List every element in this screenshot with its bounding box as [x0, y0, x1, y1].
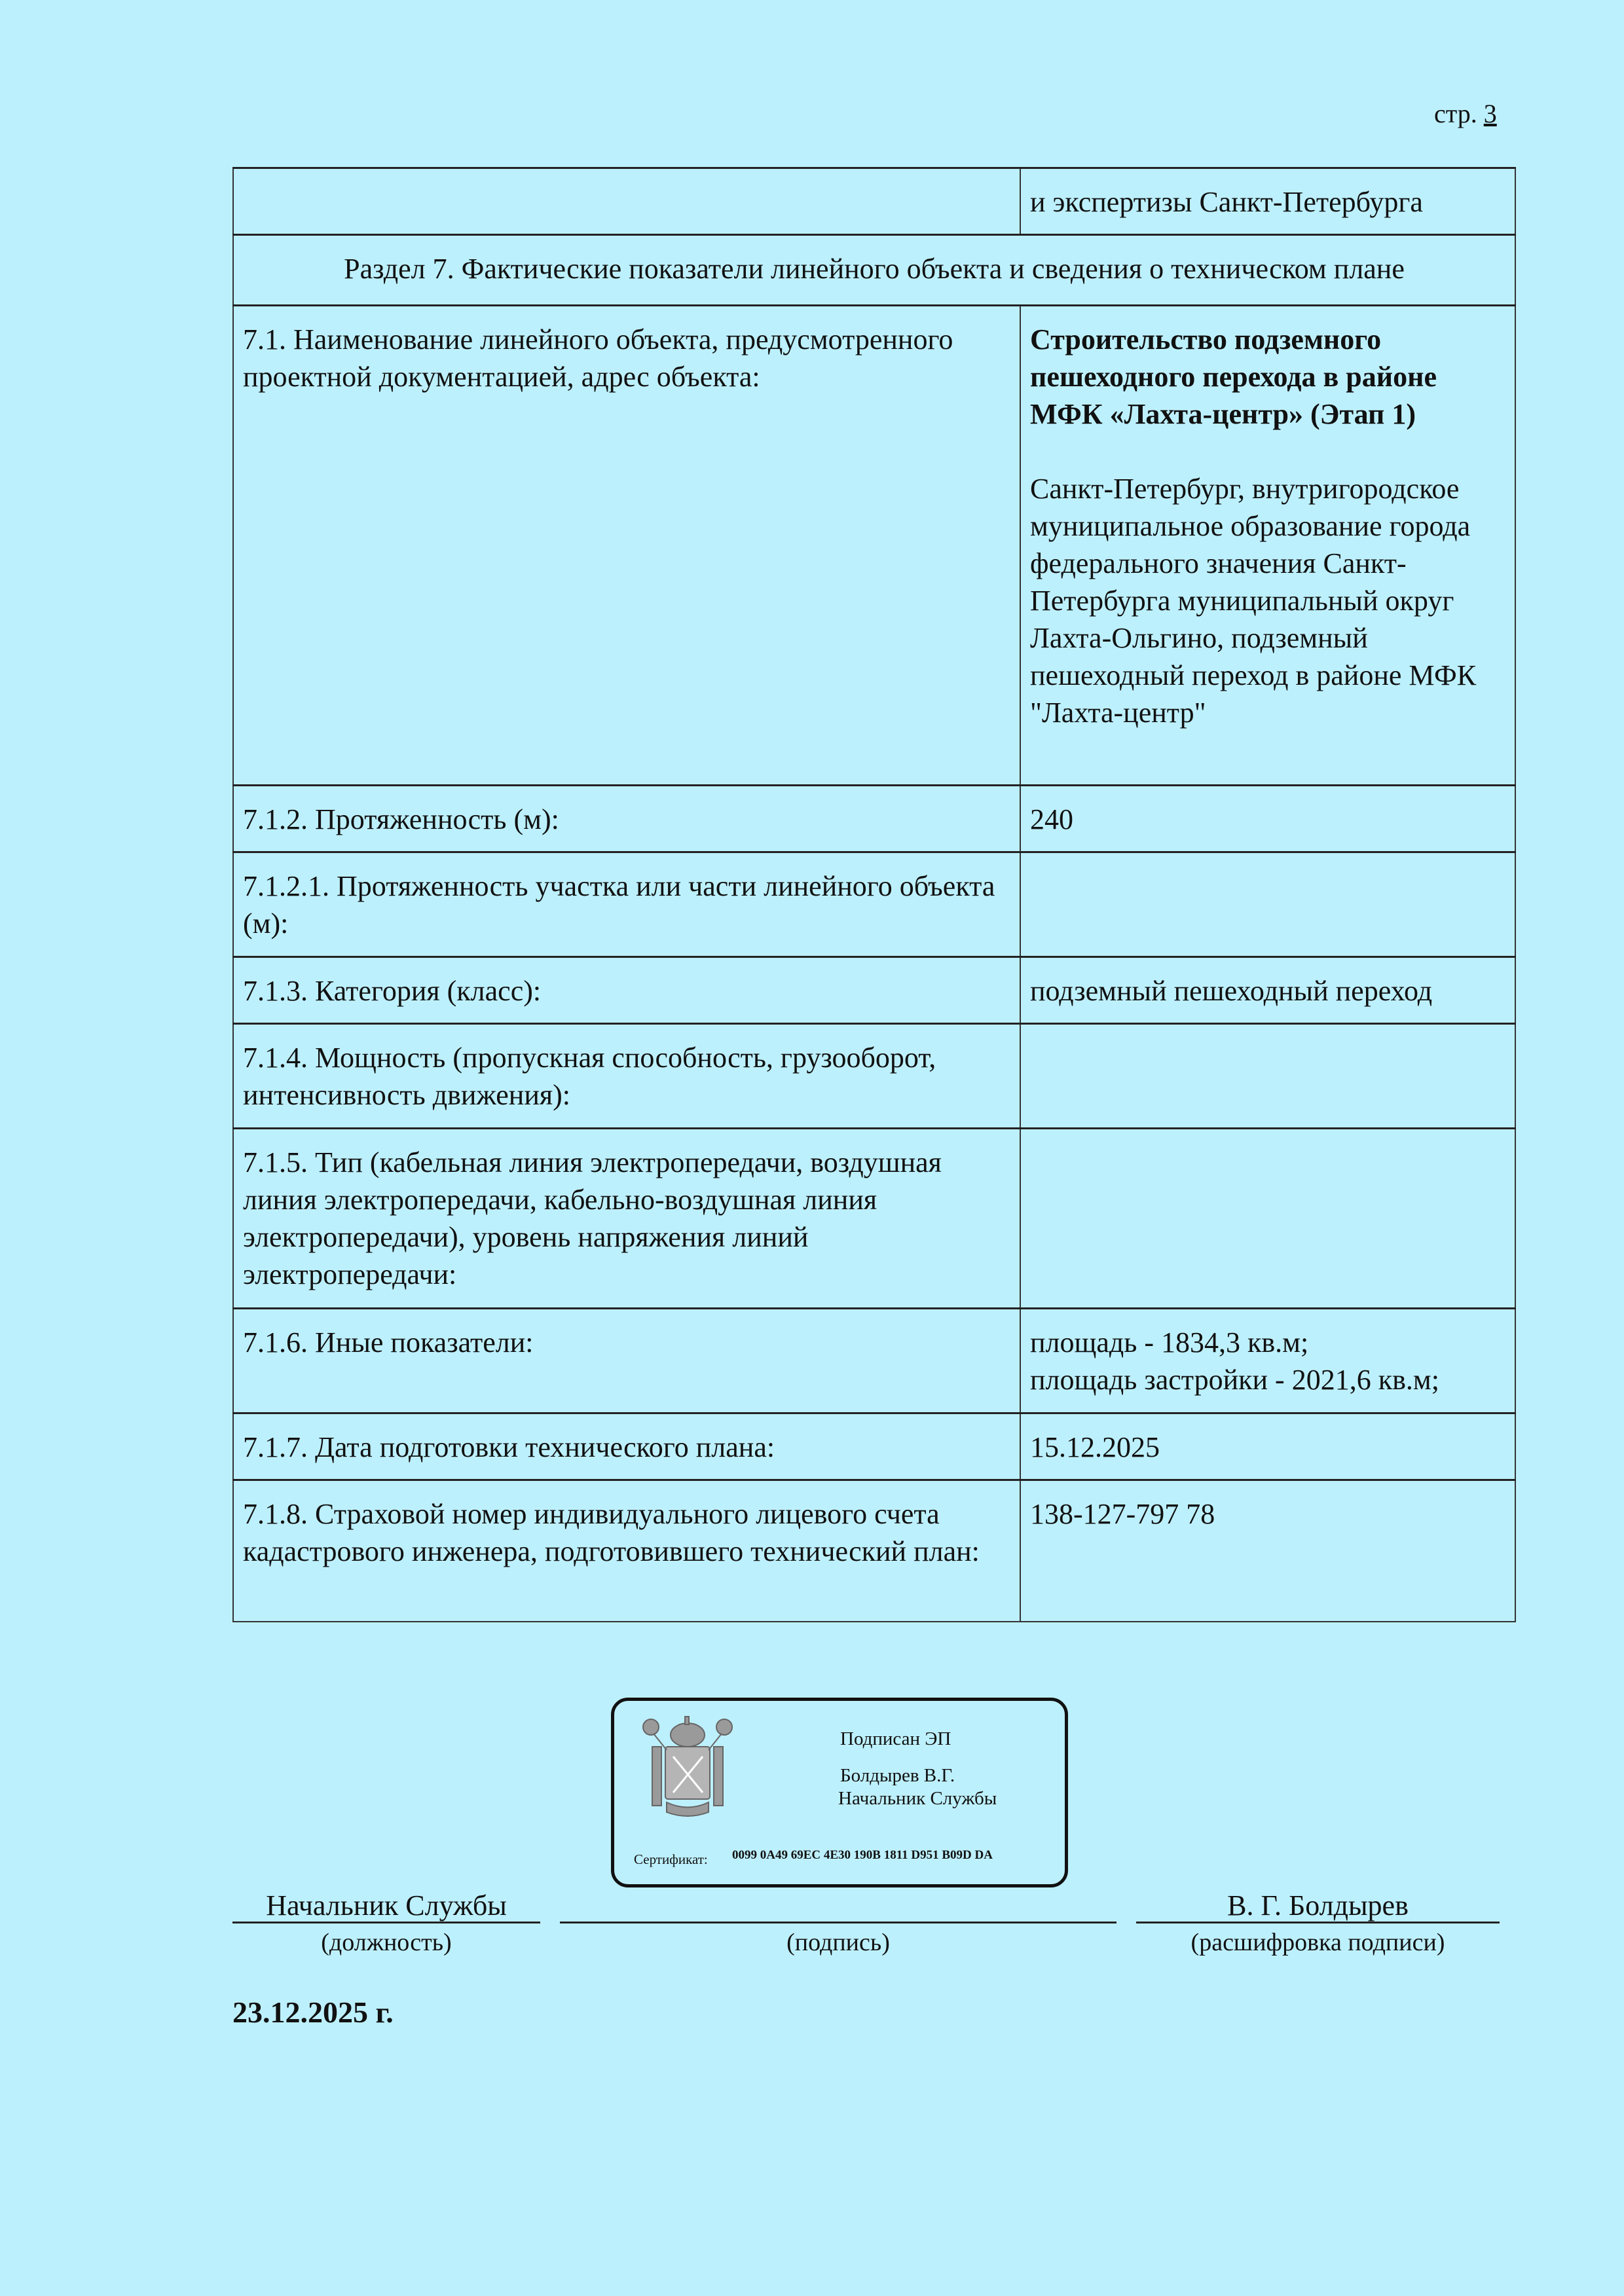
cell-label: 7.1.8. Страховой номер индивидуального лицевого счета кадастрового инженера, подготовившего технический план:: [233, 1480, 1020, 1622]
name-line: [1136, 1922, 1500, 1923]
cell-value: [1020, 1309, 1515, 1413]
cell-value: [1020, 306, 1515, 786]
stamp-signer-name: Болдырев В.Г.: [840, 1765, 955, 1786]
object-name: Строительство подземного пешеходного перехода в районе МФК «Лахта-центр» (Этап 1): [1030, 323, 1437, 430]
table-row: [233, 786, 1515, 852]
linear-object-table: [232, 167, 1516, 1622]
stamp-signer-position: Начальник Службы: [838, 1788, 997, 1809]
stamp-cert-value: 0099 0A49 69EC 4E30 190B 1811 D951 B09D DA: [732, 1848, 993, 1862]
table-row: [233, 1413, 1515, 1480]
cell-label: [233, 168, 1020, 235]
cell-label: 7.1. Наименование линейного объекта, предусмотренного проектной документацией, адрес объекта:: [233, 306, 1020, 786]
table-row: [233, 168, 1515, 235]
page-number-value: 3: [1483, 99, 1497, 128]
signer-name: В. Г. Болдырев: [1227, 1889, 1409, 1922]
cell-label: 7.1.2.1. Протяженность участка или части линейного объекта (м):: [233, 852, 1020, 957]
built-area-value: площадь застройки - 2021,6 кв.м;: [1030, 1364, 1439, 1396]
section-header-row: [233, 235, 1515, 306]
table-row: [233, 852, 1515, 957]
stamp-signed-label: Подписан ЭП: [840, 1728, 951, 1749]
table-row: [233, 1129, 1515, 1309]
cell-value: [1020, 1024, 1515, 1129]
signature-caption: (подпись): [786, 1929, 890, 1956]
table-row: [233, 1024, 1515, 1129]
position-line: [232, 1922, 540, 1923]
area-value: площадь - 1834,3 кв.м;: [1030, 1326, 1309, 1358]
page-label: стр.: [1434, 99, 1477, 128]
stamp-cert-label: Сертификат:: [634, 1851, 708, 1867]
spb-coat-of-arms-icon: [640, 1714, 735, 1825]
signer-position: Начальник Службы: [266, 1889, 507, 1922]
cell-value: [1020, 852, 1515, 957]
position-caption: (должность): [321, 1929, 452, 1956]
section-title: Раздел 7. Фактические показатели линейного объекта и сведения о техническом плане: [233, 235, 1515, 306]
cell-value: 15.12.2025: [1020, 1413, 1515, 1480]
object-address: Санкт-Петербург, внутригородское муниципальное образование города федерального значения Санкт-Петербурга муниципальный округ Лахта-Ольгино, подземный пешеходный переход в районе МФК "Лахта-центр": [1030, 473, 1477, 729]
cell-label: 7.1.4. Мощность (пропускная способность, грузооборот, интенсивность движения):: [233, 1024, 1020, 1129]
cell-value: и экспертизы Санкт-Петербурга: [1020, 168, 1515, 235]
table-row: [233, 957, 1515, 1024]
page-number: [1434, 98, 1497, 129]
cell-label: 7.1.7. Дата подготовки технического плана:: [233, 1413, 1020, 1480]
cell-label: 7.1.6. Иные показатели:: [233, 1309, 1020, 1413]
electronic-signature-stamp: [611, 1698, 1068, 1887]
table-row: [233, 306, 1515, 786]
table-row: [233, 1309, 1515, 1413]
cell-value: 240: [1020, 786, 1515, 852]
cell-label: 7.1.2. Протяженность (м):: [233, 786, 1020, 852]
cell-label: 7.1.3. Категория (класс):: [233, 957, 1020, 1024]
cell-value: 138-127-797 78: [1020, 1480, 1515, 1622]
cell-value: [1020, 1129, 1515, 1309]
cell-label: 7.1.5. Тип (кабельная линия электропередачи, воздушная линия электропередачи, кабельно-воздушная линия электропередачи), уровень напряжения линий электропередачи:: [233, 1129, 1020, 1309]
cell-value: подземный пешеходный переход: [1020, 957, 1515, 1024]
name-caption: (расшифровка подписи): [1190, 1929, 1445, 1956]
document-date: 23.12.2025 г.: [232, 1995, 394, 2029]
table-row: [233, 1480, 1515, 1622]
signature-line: [560, 1922, 1116, 1923]
